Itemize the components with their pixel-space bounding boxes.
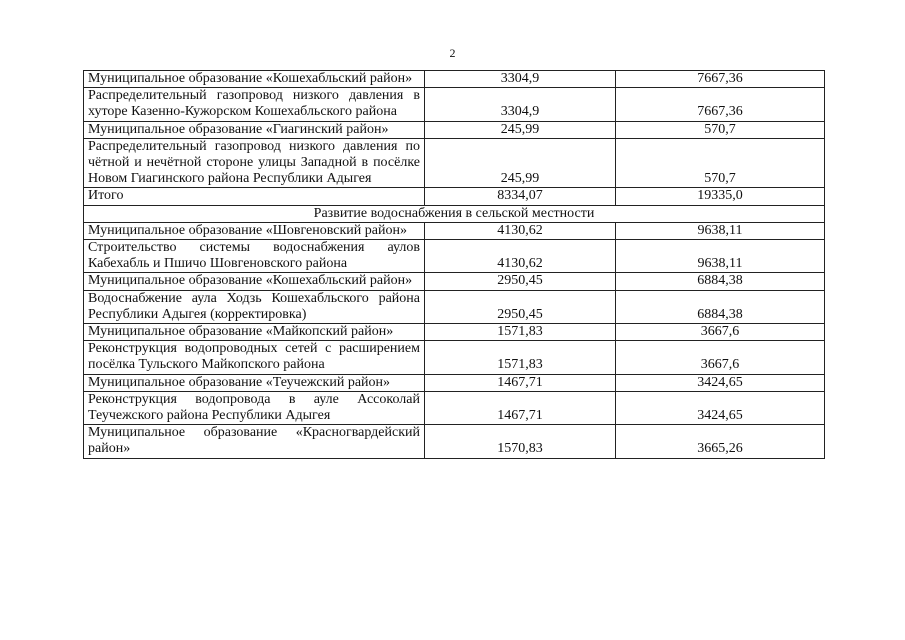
row-name: Муниципальное образование «Теучежский район» [84, 374, 425, 391]
row-value-2: 6884,38 [616, 273, 825, 290]
table-row [84, 121, 825, 138]
row-name: Муниципальное образование «Шовгеновский район» [84, 222, 425, 239]
row-value-2: 3665,26 [616, 425, 825, 458]
table-row [84, 290, 825, 323]
row-value-1: 4130,62 [425, 240, 616, 273]
table-row [84, 391, 825, 424]
row-value-2: 3667,6 [616, 341, 825, 374]
table-row [84, 374, 825, 391]
row-name: Итого [84, 188, 425, 205]
row-value-1: 3304,9 [425, 71, 616, 88]
row-value-1: 245,99 [425, 121, 616, 138]
table-row [84, 240, 825, 273]
row-value-1: 2950,45 [425, 290, 616, 323]
row-value-1: 3304,9 [425, 88, 616, 121]
row-value-2: 9638,11 [616, 240, 825, 273]
row-name: Муниципальное образование «Кошехабльский район» [84, 273, 425, 290]
row-value-2: 7667,36 [616, 88, 825, 121]
row-value-2: 7667,36 [616, 71, 825, 88]
row-name: Реконструкция водопроводных сетей с расширением посёлка Тульского Майкопского района [84, 341, 425, 374]
table-row [84, 341, 825, 374]
row-name: Распределительный газопровод низкого давления в хуторе Казенно-Кужорском Кошехабльского района [84, 88, 425, 121]
section-row [84, 205, 825, 222]
row-name: Распределительный газопровод низкого давления по чётной и нечётной стороне улицы Западной в посёлке Новом Гиагинского района Республики Адыгея [84, 138, 425, 188]
row-value-1: 4130,62 [425, 222, 616, 239]
row-name: Строительство системы водоснабжения аулов Кабехабль и Пшичо Шовгеновского района [84, 240, 425, 273]
row-value-2: 570,7 [616, 138, 825, 188]
row-value-2: 19335,0 [616, 188, 825, 205]
table-row [84, 425, 825, 458]
table-row [84, 88, 825, 121]
row-value-1: 1467,71 [425, 391, 616, 424]
section-title: Развитие водоснабжения в сельской местности [84, 205, 825, 222]
row-value-2: 3424,65 [616, 374, 825, 391]
row-value-1: 1570,83 [425, 425, 616, 458]
row-name: Муниципальное образование «Майкопский район» [84, 324, 425, 341]
row-name: Муниципальное образование «Красногвардейский район» [84, 425, 425, 458]
row-name: Реконструкция водопровода в ауле Ассоколай Теучежского района Республики Адыгея [84, 391, 425, 424]
table-row [84, 71, 825, 88]
row-value-1: 245,99 [425, 138, 616, 188]
row-value-2: 9638,11 [616, 222, 825, 239]
row-value-2: 570,7 [616, 121, 825, 138]
row-value-1: 1571,83 [425, 324, 616, 341]
row-value-1: 2950,45 [425, 273, 616, 290]
funding-table-body [84, 71, 825, 459]
row-name: Водоснабжение аула Ходзь Кошехабльского района Республики Адыгея (корректировка) [84, 290, 425, 323]
row-value-1: 8334,07 [425, 188, 616, 205]
table-row [84, 324, 825, 341]
row-value-1: 1571,83 [425, 341, 616, 374]
table-row [84, 222, 825, 239]
page-number: 2 [449, 46, 456, 60]
table-row [84, 273, 825, 290]
row-value-2: 3424,65 [616, 391, 825, 424]
row-value-2: 6884,38 [616, 290, 825, 323]
row-name: Муниципальное образование «Гиагинский район» [84, 121, 425, 138]
row-value-2: 3667,6 [616, 324, 825, 341]
funding-table [83, 70, 825, 459]
row-value-1: 1467,71 [425, 374, 616, 391]
table-row [84, 138, 825, 188]
total-row [84, 188, 825, 205]
row-name: Муниципальное образование «Кошехабльский район» [84, 71, 425, 88]
